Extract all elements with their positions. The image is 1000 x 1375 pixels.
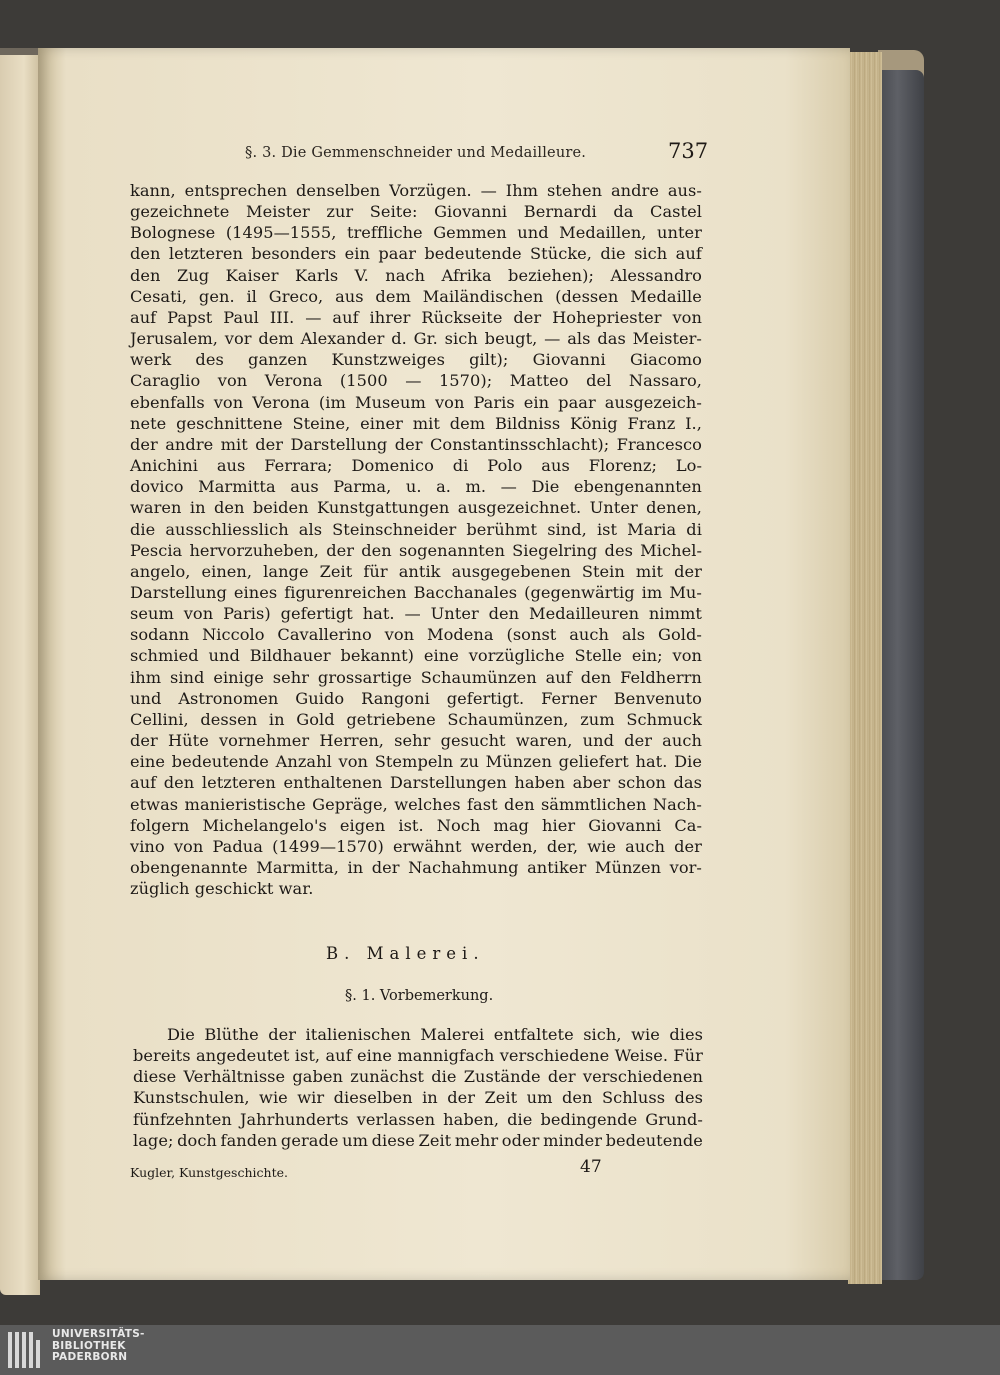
text-line: vino von Padua (1499—1570) erwähnt werden, der, wie auch der bbox=[130, 836, 702, 856]
text-line: Pescia hervorzuheben, der den sogenannten Siegelring des Michel- bbox=[130, 540, 702, 560]
text-line: ebenfalls von Verona (im Museum von Paris ein paar ausgezeich- bbox=[130, 392, 702, 412]
text-line: fünfzehnten Jahrhunderts verlassen haben, die bedingende Grund- bbox=[133, 1109, 703, 1129]
text-line: ihm sind einige sehr grossartige Schaumünzen auf den Feldherrn bbox=[130, 667, 702, 687]
paragraph-vorbemerkung bbox=[133, 1024, 703, 1151]
text-line: sodann Niccolo Cavallerino von Modena (sonst auch als Gold- bbox=[130, 625, 702, 645]
text-line: eine bedeutende Anzahl von Stempeln zu Münzen geliefert hat. Die bbox=[130, 752, 702, 772]
section-title: B. Malerei. bbox=[326, 944, 485, 963]
page-stack-edge bbox=[848, 52, 882, 1284]
text-line: Jerusalem, vor dem Alexander d. Gr. sich beugt, — als das Meister- bbox=[130, 329, 702, 349]
text-line: schmied und Bildhauer bekannt) eine vorzügliche Stelle ein; von bbox=[130, 646, 702, 666]
library-logo-text bbox=[52, 1329, 145, 1364]
signature-mark: 47 bbox=[580, 1157, 602, 1177]
text-line: obengenannte Marmitta, in der Nachahmung antiker Münzen vor- bbox=[130, 858, 702, 877]
running-head: §. 3. Die Gemmenschneider und Medailleure. bbox=[245, 145, 587, 161]
book-cover bbox=[880, 70, 924, 1280]
paragraph-gemmenschneider bbox=[130, 180, 702, 899]
text-line: Anichini aus Ferrara; Domenico di Polo aus Florenz; Lo- bbox=[130, 456, 702, 476]
text-line: etwas manieristische Gepräge, welches fast den sämmtlichen Nach- bbox=[130, 794, 702, 814]
text-line: und Astronomen Guido Rangoni gefertigt. Ferner Benvenuto bbox=[130, 688, 702, 708]
text-line: waren in den beiden Kunstgattungen ausgezeichnet. Unter denen, bbox=[130, 498, 702, 518]
text-line: Cellini, dessen in Gold getriebene Schaumünzen, zum Schmuck bbox=[130, 709, 702, 729]
text-line: züglich geschickt war. bbox=[130, 879, 314, 899]
page-number: 737 bbox=[668, 139, 709, 163]
text-line: lage; doch fanden gerade um diese Zeit mehr oder minder bedeutende bbox=[133, 1130, 703, 1150]
text-line: angelo, einen, lange Zeit für antik ausgegebenen Stein mit der bbox=[130, 561, 702, 581]
text-line: diese Verhältnisse gaben zunächst die Zustände der verschiedenen bbox=[133, 1067, 703, 1087]
page-footer bbox=[0, 1157, 1000, 1181]
text-line: kann, entsprechen denselben Vorzügen. — Ihm stehen andre aus- bbox=[130, 181, 702, 200]
text-line: werk des ganzen Kunstzweiges gilt); Giovanni Giacomo bbox=[130, 350, 702, 370]
text-line: der Hüte vornehmer Herren, sehr gesucht waren, und der auch bbox=[130, 731, 702, 751]
library-footer-bar bbox=[0, 1325, 1000, 1375]
text-line: dovico Marmitta aus Parma, u. a. m. — Die ebengenannten bbox=[130, 477, 702, 497]
text-line: gezeichnete Meister zur Seite: Giovanni Bernardi da Castel bbox=[130, 202, 702, 222]
footer-signature: Kugler, Kunstgeschichte. bbox=[130, 1165, 288, 1180]
text-line: die ausschliesslich als Steinschneider berühmt sind, ist Maria di bbox=[130, 519, 702, 539]
text-line: der andre mit der Darstellung der Constantinsschlacht); Francesco bbox=[130, 434, 702, 454]
facing-page bbox=[0, 55, 40, 1295]
page-header bbox=[0, 139, 1000, 169]
library-logo-line: PADERBORN bbox=[52, 1351, 128, 1363]
text-line: seum von Paris) gefertigt hat. — Unter den Medailleuren nimmt bbox=[130, 604, 702, 624]
text-line: nete geschnittene Steine, einer mit dem Bildniss König Franz I., bbox=[130, 413, 702, 433]
library-logo-icon bbox=[6, 1328, 44, 1372]
text-line: Cesati, gen. il Greco, aus dem Mailändischen (dessen Medaille bbox=[130, 286, 702, 306]
subsection-title: §. 1. Vorbemerkung. bbox=[345, 988, 494, 1004]
text-line: Bolognese (1495—1555, treffliche Gemmen und Medaillen, unter bbox=[130, 223, 702, 243]
text-line: Kunstschulen, wie wir dieselben in der Zeit um den Schluss des bbox=[133, 1088, 703, 1108]
text-line: auf den letzteren enthaltenen Darstellungen haben aber schon das bbox=[130, 773, 702, 793]
text-line: Die Blüthe der italienischen Malerei entfaltete sich, wie dies bbox=[167, 1025, 703, 1044]
library-logo-line: UNIVERSITÄTS- bbox=[52, 1328, 145, 1340]
text-line: den letzteren besonders ein paar bedeutende Stücke, die sich auf bbox=[130, 244, 702, 264]
text-line: Darstellung eines figurenreichen Bacchanales (gegenwärtig im Mu- bbox=[130, 582, 702, 602]
text-line: bereits angedeutet ist, auf eine mannigfach verschiedene Weise. Für bbox=[133, 1046, 703, 1066]
text-line: auf Papst Paul III. — auf ihrer Rückseite der Hohepriester von bbox=[130, 307, 702, 327]
library-logo-line: BIBLIOTHEK bbox=[52, 1339, 126, 1352]
text-line: den Zug Kaiser Karls V. nach Afrika beziehen); Alessandro bbox=[130, 265, 702, 285]
text-line: Caraglio von Verona (1500 — 1570); Matteo del Nassaro, bbox=[130, 371, 702, 391]
text-line: folgern Michelangelo's eigen ist. Noch mag hier Giovanni Ca- bbox=[130, 815, 702, 835]
